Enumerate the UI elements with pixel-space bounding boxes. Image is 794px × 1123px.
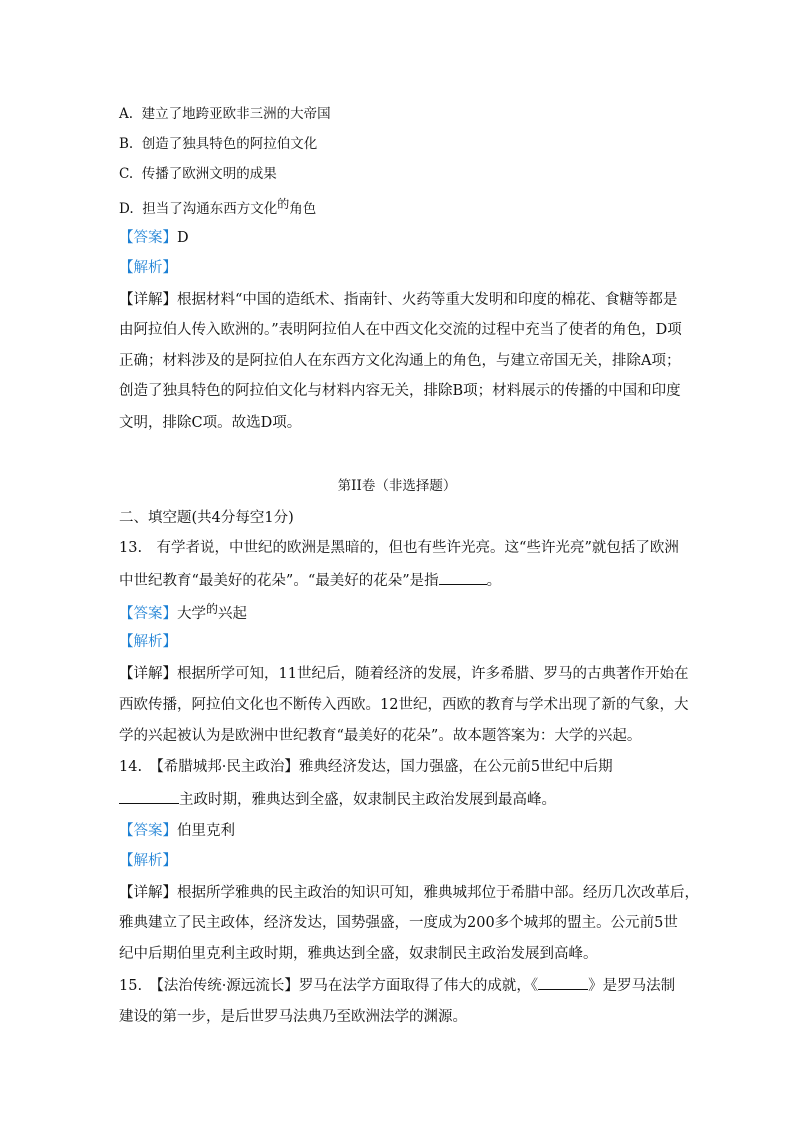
question-text: 。 bbox=[486, 573, 502, 589]
detail-text: 西欧传播，阿拉伯文化也不断传入西欧。12世纪，西欧的教育与学术出现了新的气象，大 bbox=[119, 697, 689, 713]
option-letter: B. bbox=[119, 136, 134, 152]
detail-text: 正确；材料涉及的是阿拉伯人在东西方文化沟通上的角色，与建立帝国无关，排除A项； bbox=[119, 353, 681, 369]
option-c bbox=[119, 164, 277, 184]
question-14-line bbox=[119, 789, 556, 810]
detail-line bbox=[119, 913, 678, 933]
detail-line bbox=[119, 381, 681, 401]
option-text: 创造了独具特色的阿拉伯文化 bbox=[141, 136, 318, 152]
option-text-raised: 的 bbox=[277, 197, 290, 211]
detail-line bbox=[119, 351, 680, 371]
analysis-tag: 【解析】 bbox=[119, 634, 177, 650]
question-13-line bbox=[119, 570, 501, 591]
detail-line bbox=[119, 320, 682, 340]
answer-value: 伯里克利 bbox=[177, 823, 235, 839]
answer-tag: 【答案】 bbox=[119, 230, 177, 246]
detail-tag: 【详解】 bbox=[119, 666, 177, 682]
analysis-line bbox=[119, 851, 177, 871]
detail-line bbox=[119, 944, 598, 964]
detail-text: 雅典建立了民主政体，经济发达，国势强盛，一度成为200多个城邦的盟主。公元前5世 bbox=[119, 915, 678, 931]
option-letter: A. bbox=[119, 106, 134, 122]
option-text: 传播了欧洲文明的成果 bbox=[141, 166, 277, 182]
detail-line bbox=[119, 726, 641, 746]
question-15-line bbox=[119, 975, 675, 996]
option-text: 担当了沟通东西方文化 bbox=[142, 201, 278, 217]
detail-text: 创造了独具特色的阿拉伯文化与材料内容无关，排除B项；材料展示的传播的中国和印度 bbox=[119, 383, 681, 399]
answer-line bbox=[119, 604, 247, 624]
analysis-tag: 【解析】 bbox=[119, 260, 177, 276]
detail-text: 根据所学可知，11世纪后，随着经济的发展，许多希腊、罗马的古典著作开始在 bbox=[177, 666, 689, 682]
option-letter: C. bbox=[119, 166, 134, 182]
question-14-line: 14. 【希腊城邦·民主政治】雅典经济发达，国力强盛，在公元前5世纪中后期 bbox=[119, 759, 613, 775]
option-b bbox=[119, 134, 317, 154]
detail-text: 根据材料“中国的造纸术、指南针、火药等重大发明和印度的棉花、食糖等都是 bbox=[177, 292, 678, 308]
analysis-line bbox=[119, 632, 177, 652]
answer-blank bbox=[538, 975, 588, 990]
answer-value: D bbox=[177, 230, 189, 246]
detail-line bbox=[119, 883, 699, 903]
question-13-line: 13. 有学者说，中世纪的欧洲是黑暗的，但也有些许光亮。这“些许光亮”就包括了欧洲 bbox=[119, 540, 679, 556]
analysis-tag: 【解析】 bbox=[119, 853, 177, 869]
detail-text: 纪中后期伯里克利主政时期，雅典达到全盛，奴隶制民主政治发展到高峰。 bbox=[119, 946, 598, 962]
option-a bbox=[119, 104, 331, 124]
detail-line bbox=[119, 413, 301, 433]
answer-value: 大学 bbox=[177, 606, 206, 622]
question-text: 中世纪教育“最美好的花朵”。“最美好的花朵”是指 bbox=[119, 573, 439, 589]
question-text: 主政时期，雅典达到全盛，奴隶制民主政治发展到最高峰。 bbox=[179, 792, 556, 808]
detail-text: 文明，排除C项。故选D项。 bbox=[119, 415, 302, 431]
detail-text: 学的兴起被认为是欧洲中世纪教育“最美好的花朵”。故本题答案为：大学的兴起。 bbox=[119, 728, 642, 744]
detail-tag: 【详解】 bbox=[119, 885, 177, 901]
answer-line bbox=[119, 821, 235, 841]
answer-line bbox=[119, 228, 189, 248]
detail-line bbox=[119, 695, 688, 715]
detail-line bbox=[119, 290, 677, 310]
section-header: 二、填空题(共4分每空1分) bbox=[119, 510, 294, 526]
question-15-line: 建设的第一步，是后世罗马法典乃至欧洲法学的渊源。 bbox=[119, 1009, 467, 1025]
detail-text: 由阿拉伯人传入欧洲的。”表明阿拉伯人在中西文化交流的过程中充当了使者的角色，D项 bbox=[119, 322, 682, 338]
answer-value-raised: 的 bbox=[206, 602, 219, 616]
option-d bbox=[119, 199, 316, 219]
option-letter: D. bbox=[119, 201, 134, 217]
detail-tag: 【详解】 bbox=[119, 292, 177, 308]
option-text: 角色 bbox=[289, 201, 317, 217]
answer-blank bbox=[119, 789, 179, 804]
answer-tag: 【答案】 bbox=[119, 823, 177, 839]
question-text: 》是罗马法制 bbox=[588, 978, 676, 994]
detail-line bbox=[119, 664, 688, 684]
section-title: 第II卷（非选择题） bbox=[337, 478, 457, 494]
question-text: 15. 【法治传统·源远流长】罗马在法学方面取得了伟大的成就，《 bbox=[119, 978, 539, 994]
option-text: 建立了地跨亚欧非三洲的大帝国 bbox=[141, 106, 331, 122]
detail-text: 根据所学雅典的民主政治的知识可知，雅典城邦位于希腊中部。经历几次改革后， bbox=[177, 885, 699, 901]
answer-tag: 【答案】 bbox=[119, 606, 177, 622]
answer-value: 兴起 bbox=[218, 606, 248, 622]
answer-blank bbox=[439, 570, 487, 585]
analysis-line bbox=[119, 258, 177, 278]
